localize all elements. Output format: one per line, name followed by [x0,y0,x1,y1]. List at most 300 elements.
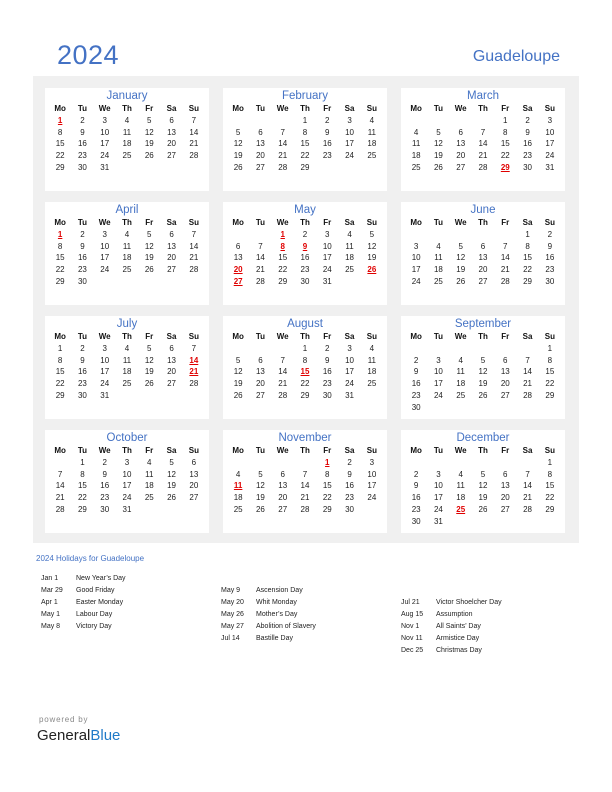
empty-cell [405,229,427,241]
holiday-day-cell: 1 [57,229,63,239]
month-grid [401,103,565,174]
holiday-day-cell: 9 [302,241,308,251]
day-cell: 27 [167,151,177,161]
day-cell: 23 [523,151,533,161]
day-cell: 9 [325,355,330,365]
day-cell: 16 [322,367,332,377]
day-cell: 18 [233,493,243,503]
day-cell: 22 [278,265,288,275]
day-cell: 7 [258,241,263,251]
day-cell: 23 [77,265,87,275]
weekday-header: Su [188,104,199,113]
day-cell: 22 [545,379,555,389]
day-cell: 25 [433,276,443,286]
holiday-day-cell: 29 [500,162,510,172]
weekday-header: Fr [145,446,154,455]
day-cell: 30 [322,390,332,400]
day-cell: 1 [57,343,63,353]
day-cell: 2 [413,469,419,479]
powered-by-text: powered by [39,715,89,724]
day-cell: 21 [500,265,510,275]
holidays-column-2 [221,585,316,645]
day-cell: 29 [77,504,87,514]
day-cell: 20 [278,493,288,503]
weekday-header: We [98,446,111,455]
brand-general: General [37,727,91,744]
day-cell: 10 [367,469,377,479]
day-cell: 5 [235,355,241,365]
holiday-day-cell: 15 [300,367,310,377]
month-title: July [116,318,138,330]
day-cell: 9 [413,481,419,491]
day-cell: 24 [122,493,132,503]
holiday-item [401,645,502,657]
weekday-header: Tu [77,332,88,341]
holiday-day-cell: 11 [233,481,243,491]
day-cell: 21 [255,265,265,275]
day-cell: 25 [367,151,377,161]
day-cell: 9 [80,241,85,251]
holiday-item [221,621,316,633]
day-cell: 26 [144,379,154,389]
day-cell: 28 [278,162,288,172]
day-cell: 26 [478,390,488,400]
day-cell: 7 [191,115,197,125]
day-cell: 6 [480,241,486,251]
holiday-name: Ascension Day [256,587,303,594]
holiday-day-cell: 14 [189,355,199,365]
day-cell: 2 [80,115,85,125]
month-title: June [470,204,496,216]
holiday-day-cell: 1 [280,229,285,239]
weekday-header: Fr [145,104,154,113]
empty-cell [227,457,249,469]
weekday-header: We [98,218,111,227]
day-cell: 2 [325,343,330,353]
day-cell: 5 [169,457,174,467]
day-cell: 9 [80,355,85,365]
day-cell: 27 [478,276,488,286]
day-cell: 22 [545,493,555,503]
month-title: October [106,432,148,444]
holiday-date: Dec 25 [401,647,424,654]
holiday-date: May 26 [221,611,244,618]
day-cell: 10 [100,127,110,137]
day-cell: 5 [480,355,486,365]
holiday-item [41,609,126,621]
day-cell: 2 [302,229,308,239]
day-cell: 12 [167,469,177,479]
weekday-header: Th [478,332,488,341]
day-cell: 15 [55,253,65,263]
day-cell: 11 [434,253,443,263]
day-cell: 18 [367,139,377,149]
day-cell: 3 [547,115,553,125]
day-cell: 23 [345,493,355,503]
weekday-header: Mo [410,332,422,341]
day-cell: 14 [478,139,488,149]
holiday-day-cell: 1 [325,457,330,467]
day-cell: 6 [258,355,263,365]
weekday-header: We [454,446,467,455]
day-cell: 11 [456,481,465,491]
day-cell: 18 [433,265,443,275]
day-cell: 21 [523,493,533,503]
empty-cell [427,457,449,469]
day-cell: 8 [525,241,530,251]
day-cell: 4 [413,127,419,137]
day-cell: 15 [77,481,87,491]
weekday-header: Su [188,332,199,341]
day-cell: 9 [80,127,85,137]
empty-cell [427,343,449,355]
day-cell: 10 [122,469,132,479]
day-cell: 13 [255,367,265,377]
day-cell: 5 [258,469,263,479]
day-cell: 27 [500,504,510,514]
day-cell: 13 [167,241,177,251]
day-cell: 27 [189,493,199,503]
day-cell: 8 [503,127,508,137]
day-cell: 14 [523,367,533,377]
day-cell: 22 [500,151,510,161]
month-title: March [467,90,499,102]
day-cell: 24 [545,151,555,161]
weekday-header: Sa [166,218,177,227]
day-cell: 13 [233,253,243,263]
holiday-date: Mar 29 [41,587,63,594]
day-cell: 30 [345,504,355,514]
day-cell: 18 [456,493,466,503]
holidays-column-1 [41,573,126,633]
weekday-header: We [454,104,467,113]
day-cell: 7 [191,343,197,353]
day-cell: 25 [122,379,132,389]
day-cell: 21 [278,151,288,161]
day-cell: 12 [233,139,243,149]
holiday-date: Nov 11 [401,635,423,642]
day-cell: 26 [233,162,243,172]
day-cell: 2 [102,457,107,467]
weekday-header: Sa [344,218,355,227]
day-cell: 12 [144,355,154,365]
day-cell: 10 [100,241,110,251]
day-cell: 4 [369,115,375,125]
day-cell: 27 [456,162,466,172]
day-cell: 26 [433,162,443,172]
weekday-header: Tu [255,446,266,455]
day-cell: 27 [500,390,510,400]
weekday-header: Su [366,446,377,455]
day-cell: 4 [436,241,441,251]
weekday-header: Mo [54,104,66,113]
day-cell: 29 [300,162,310,172]
day-cell: 28 [300,504,310,514]
holiday-day-cell: 1 [57,115,63,125]
holiday-item [221,597,316,609]
day-cell: 29 [55,390,65,400]
day-cell: 23 [411,504,421,514]
holidays-title: 2024 Holidays for Guadeloupe [36,554,145,563]
day-cell: 20 [255,151,265,161]
day-cell: 6 [169,343,174,353]
day-cell: 4 [124,229,130,239]
holiday-name: Easter Monday [76,599,124,606]
day-cell: 5 [235,127,241,137]
weekday-header: Mo [232,218,244,227]
empty-cell [294,457,316,469]
day-cell: 26 [233,390,243,400]
empty-cell [405,457,427,469]
weekday-header: Tu [255,104,266,113]
day-cell: 11 [145,469,154,479]
day-cell: 13 [500,481,510,491]
month-grid [401,331,565,414]
day-cell: 13 [189,469,199,479]
day-cell: 23 [77,151,87,161]
day-cell: 1 [80,457,85,467]
day-cell: 13 [278,481,288,491]
weekday-header: Su [366,104,377,113]
day-cell: 5 [147,229,152,239]
weekday-header: We [454,332,467,341]
empty-cell [427,115,449,127]
day-cell: 29 [322,504,332,514]
weekday-header: Mo [410,446,422,455]
holiday-item [41,573,126,585]
month-title: September [454,318,512,330]
holiday-date: May 27 [221,623,244,630]
holiday-name: All Saints’ Day [436,623,481,630]
holiday-day-cell: 21 [189,367,199,377]
day-cell: 14 [278,367,288,377]
month-card-july [45,316,209,419]
month-title: April [115,204,139,216]
weekday-header: We [276,104,289,113]
month-card-april [45,202,209,305]
day-cell: 25 [122,265,132,275]
day-cell: 21 [478,151,488,161]
empty-cell [472,457,494,469]
day-cell: 3 [413,241,419,251]
day-cell: 6 [235,241,241,251]
day-cell: 15 [500,139,510,149]
day-cell: 4 [147,457,152,467]
day-cell: 18 [367,367,377,377]
empty-cell [516,343,538,355]
weekday-header: Sa [166,446,177,455]
day-cell: 24 [345,379,355,389]
day-cell: 19 [167,481,177,491]
day-cell: 13 [456,139,466,149]
day-cell: 21 [55,493,65,503]
day-cell: 28 [255,276,265,286]
day-cell: 31 [100,390,110,400]
weekday-header: Fr [501,218,510,227]
day-cell: 30 [77,276,87,286]
day-cell: 4 [124,343,130,353]
day-cell: 15 [300,139,310,149]
empty-cell [494,229,516,241]
day-cell: 1 [503,115,508,125]
day-cell: 25 [122,151,132,161]
weekday-header: Tu [77,218,88,227]
weekday-header: We [98,104,111,113]
day-cell: 26 [144,151,154,161]
day-cell: 9 [347,469,352,479]
month-title: August [287,318,323,330]
holiday-name: Labour Day [76,611,113,618]
day-cell: 16 [411,493,421,503]
day-cell: 23 [100,493,110,503]
holiday-name: Bastille Day [256,635,293,642]
day-cell: 29 [278,276,288,286]
weekday-header: Su [544,104,555,113]
day-cell: 14 [523,481,533,491]
holiday-name: Good Friday [76,587,115,594]
weekday-header: Mo [232,104,244,113]
day-cell: 30 [77,390,87,400]
day-cell: 26 [456,276,466,286]
day-cell: 9 [547,241,553,251]
day-cell: 16 [100,481,110,491]
day-cell: 17 [100,253,110,263]
day-cell: 29 [523,276,533,286]
day-cell: 30 [545,276,555,286]
day-cell: 4 [369,343,375,353]
weekday-header: Tu [433,446,444,455]
day-cell: 20 [167,253,177,263]
day-cell: 1 [547,343,553,353]
holiday-item [41,621,126,633]
day-cell: 12 [478,481,488,491]
day-cell: 22 [55,265,65,275]
day-cell: 1 [547,457,553,467]
weekday-header: Fr [501,104,510,113]
month-card-september [401,316,565,419]
weekday-header: Su [544,332,555,341]
day-cell: 8 [57,355,63,365]
weekday-header: Sa [522,218,533,227]
weekday-header: Fr [323,104,332,113]
day-cell: 5 [458,241,463,251]
day-cell: 7 [503,241,508,251]
month-card-march [401,88,565,191]
day-cell: 10 [433,481,443,491]
day-cell: 20 [255,379,265,389]
day-cell: 3 [436,469,441,479]
month-title: November [278,432,332,444]
day-cell: 29 [55,276,65,286]
empty-cell [472,229,494,241]
day-cell: 28 [500,276,510,286]
day-cell: 18 [456,379,466,389]
day-cell: 24 [100,151,110,161]
day-cell: 18 [122,367,132,377]
weekday-header: Mo [54,218,66,227]
day-cell: 19 [233,151,243,161]
day-cell: 6 [169,115,174,125]
weekday-header: Fr [145,218,154,227]
day-cell: 20 [167,139,177,149]
day-cell: 28 [189,379,199,389]
day-cell: 3 [124,457,130,467]
day-cell: 9 [413,367,419,377]
day-cell: 8 [547,355,553,365]
day-cell: 3 [102,343,107,353]
holiday-item [401,609,502,621]
day-cell: 11 [122,241,132,251]
holiday-item [221,585,316,597]
day-cell: 17 [433,493,443,503]
day-cell: 2 [347,457,352,467]
day-cell: 25 [345,265,355,275]
empty-cell [450,343,472,355]
day-cell: 24 [411,276,421,286]
day-cell: 18 [122,139,132,149]
day-cell: 14 [255,253,265,263]
day-cell: 19 [456,265,466,275]
month-grid [45,217,209,288]
day-cell: 15 [55,367,65,377]
day-cell: 13 [255,139,265,149]
weekday-header: Th [122,104,132,113]
day-cell: 14 [55,481,65,491]
day-cell: 19 [433,151,443,161]
day-cell: 20 [189,481,199,491]
day-cell: 8 [302,355,308,365]
day-cell: 11 [122,127,132,137]
day-cell: 22 [55,151,65,161]
day-cell: 10 [411,253,421,263]
day-cell: 12 [367,241,377,251]
month-grid [401,217,565,288]
day-cell: 17 [367,481,377,491]
weekday-header: Sa [522,446,533,455]
day-cell: 2 [80,343,85,353]
weekday-header: Mo [232,332,244,341]
day-cell: 22 [77,493,87,503]
weekday-header: Mo [410,218,422,227]
day-cell: 17 [100,139,110,149]
day-cell: 2 [525,115,530,125]
day-cell: 28 [278,390,288,400]
weekday-header: Su [544,446,555,455]
generalblue-logo[interactable] [37,727,120,744]
day-cell: 29 [300,390,310,400]
day-cell: 17 [345,139,355,149]
day-cell: 3 [436,355,441,365]
day-cell: 27 [167,379,177,389]
day-cell: 16 [411,379,421,389]
day-cell: 16 [523,139,533,149]
day-cell: 21 [189,139,199,149]
day-cell: 4 [347,229,352,239]
day-cell: 17 [345,367,355,377]
empty-cell [450,115,472,127]
day-cell: 7 [480,127,486,137]
day-cell: 12 [433,139,443,149]
day-cell: 4 [458,469,463,479]
month-grid [223,331,387,402]
weekday-header: Sa [522,104,533,113]
day-cell: 15 [545,481,555,491]
weekday-header: Su [366,332,377,341]
month-card-february [223,88,387,191]
month-grid [223,217,387,288]
day-cell: 14 [278,139,288,149]
weekday-header: Fr [323,218,332,227]
